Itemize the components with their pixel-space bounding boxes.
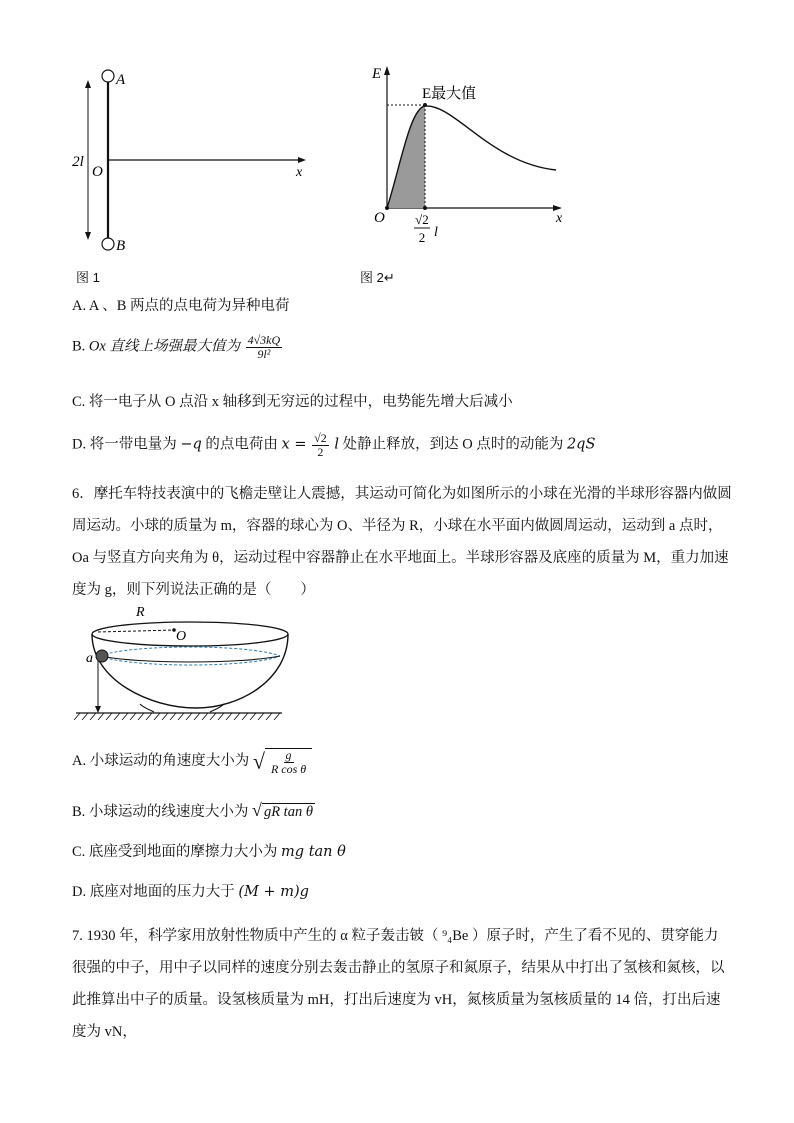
q7-stem: 7. 1930 年，科学家用放射性物质中产生的 α 粒子轰击铍（ ⁹₄Be ）原子时，产生了看不见的、贯穿能力很强的中子，用中子以同样的速度分别去轰击静止的氢原子和氮原子，结果从中打出了氢核和氮核，以此推算出中子的质量。设氢核质量为 mH，打出后速度为 vH，氮核质量为氢核质量的 14 倍，打出后速度为 vN， bbox=[72, 928, 725, 1040]
label-o: O bbox=[374, 210, 385, 226]
label-o: O bbox=[176, 629, 187, 644]
figure-2-caption: 图 2↵ bbox=[360, 270, 395, 285]
q5-option-a: A. A 、B 两点的点电荷为异种电荷 bbox=[72, 298, 290, 314]
q6-option-b: B. 小球运动的线速度大小为 √ gR tan θ bbox=[72, 800, 313, 820]
figure-1 bbox=[70, 62, 320, 262]
label-a: a bbox=[86, 651, 93, 666]
shaded-area bbox=[387, 106, 425, 208]
label-b: B bbox=[116, 238, 126, 254]
tick-den: 2 bbox=[418, 230, 426, 245]
q6-option-c: C. 底座受到地面的摩擦力大小为 mg tan θ bbox=[72, 844, 346, 860]
q5-option-c: C. 将一电子从 O 点沿 x 轴移到无穷远的过程中，电势能先增大后减小 bbox=[72, 394, 513, 410]
q6-option-d: D. 底座对地面的压力大于 (M + m)g bbox=[72, 884, 309, 900]
q6-option-a: A. 小球运动的角速度大小为 √ $\frac{g}{\text{R cos θ}}$ bbox=[72, 748, 312, 775]
q6-a-fraction: $\frac{g}{\text{R cos θ}}$ bbox=[270, 748, 307, 776]
figure-1-caption: 图 1 bbox=[76, 270, 100, 285]
bowl-figure bbox=[70, 600, 290, 725]
q5-option-b: B. Ox 直线上场强最大值为 $\frac{4√3kQ}{\text{9l²}}$ bbox=[72, 333, 281, 361]
charge-a-circle bbox=[102, 70, 114, 82]
q5-option-d: D. 将一带电量为 −q 的点电荷由 x = $\frac{√2}{2}$ l 处静止释放，到达 O 点时的动能为 2qS bbox=[72, 431, 596, 459]
q5-b-fraction: $\frac{4√3kQ}{\text{9l²}}$ bbox=[247, 333, 281, 361]
label-x: x bbox=[556, 211, 563, 226]
figure-2 bbox=[360, 58, 580, 258]
q6-stem: 6．摩托车特技表演中的飞檐走壁让人震撼，其运动可简化为如图所示的小球在光滑的半球形容器内做圆周运动。小球的质量为 m，容器的球心为 O、半径为 R，小球在水平面内做圆周运动，运动到 a 点时，Oa 与竖直方向夹角为 θ，运动过程中容器静止在水平地面上。半球形容器及底座的质量为 M，重力加速度为 g，则下列说法正确的是（ ） bbox=[72, 486, 732, 598]
bowl-outline bbox=[92, 634, 288, 708]
label-emax: E最大值 bbox=[422, 86, 477, 102]
label-r: R bbox=[136, 605, 145, 620]
tick-num: √2 bbox=[415, 212, 429, 227]
label-a: A bbox=[116, 72, 126, 88]
q5-d-fraction: $\frac{√2}{2}$ bbox=[314, 431, 327, 459]
tick-l: l bbox=[434, 225, 438, 240]
label-x: x bbox=[296, 165, 303, 180]
charge-b-circle bbox=[102, 238, 114, 250]
label-2l: 2l bbox=[72, 154, 84, 170]
label-e: E bbox=[372, 66, 382, 82]
label-o: O bbox=[92, 164, 103, 180]
